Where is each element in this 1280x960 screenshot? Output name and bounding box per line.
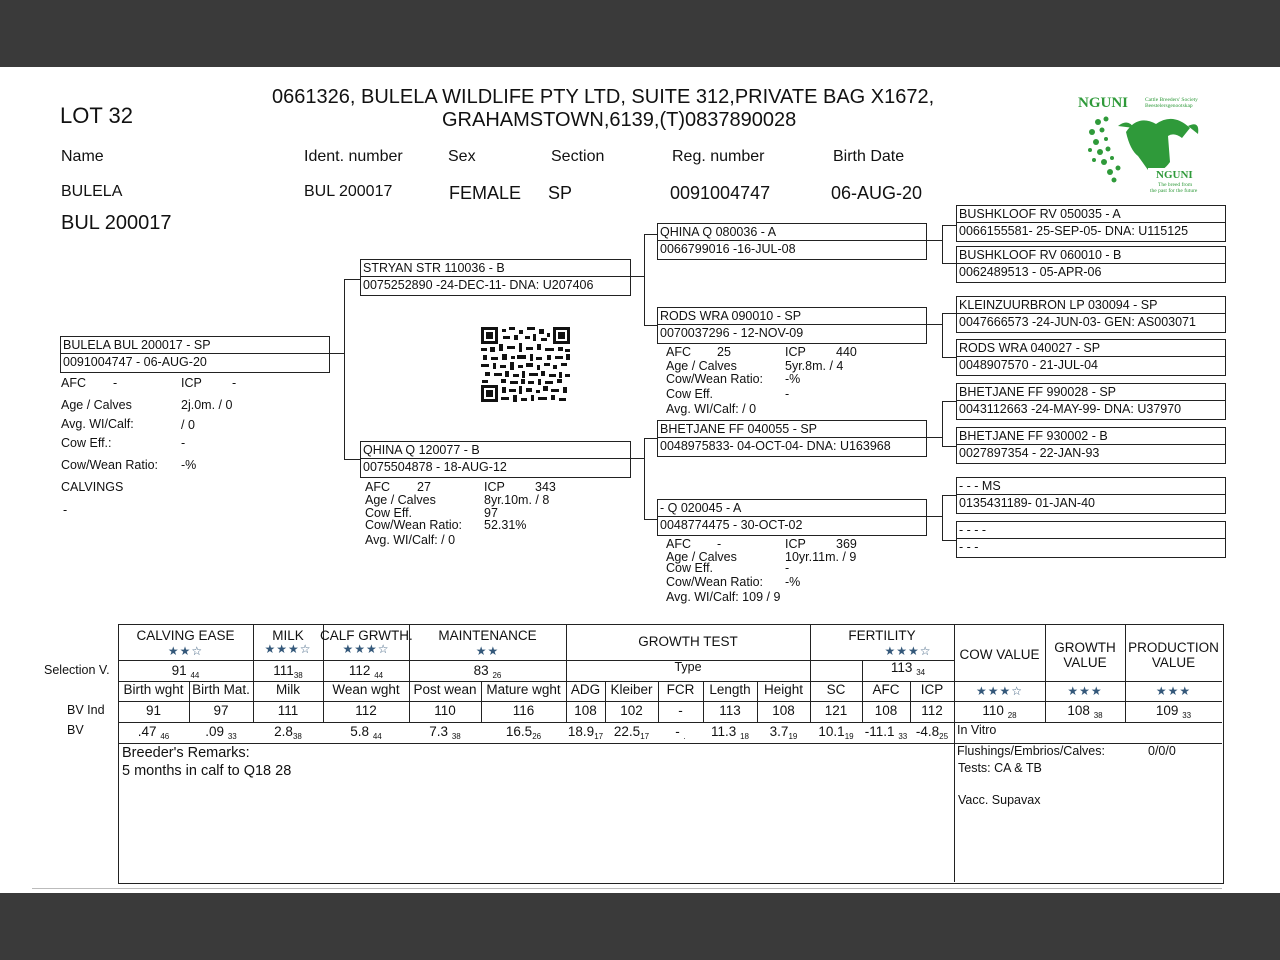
bv-adg: $18.9_{17}$	[567, 724, 604, 741]
bv-ind-icp: 112	[921, 703, 943, 718]
gg-1-reg: 0066155581- 25-SEP-05- DNA: U115125	[959, 224, 1189, 238]
gg-box-3	[956, 296, 1226, 333]
sire-sire-box	[657, 223, 927, 260]
dam-dam-afc: -	[717, 537, 722, 551]
bv-ind-label: BV Ind	[67, 703, 105, 717]
dam-sire-reg: 0048975833- 04-OCT-04- DNA: U163968	[660, 439, 891, 453]
col-afc: AFC	[872, 682, 900, 697]
sire-dam-wi: Avg. WI/Calf: / 0	[666, 402, 757, 416]
sire-dam-icp: 440	[836, 345, 857, 359]
dam-afc: 27	[417, 480, 431, 494]
flushings-value: 0/0/0	[1148, 744, 1176, 758]
group-growth-value-2: VALUE	[1063, 655, 1107, 670]
dam-dam-name: - Q 020045 - A	[660, 501, 742, 515]
dam-dam-box	[657, 499, 927, 536]
nguni-logo-graphic	[1078, 92, 1212, 197]
bv-ind-milk: 111	[277, 703, 299, 718]
sire-dam-icp-label: ICP	[785, 345, 806, 359]
dam-dam-icp-label: ICP	[785, 537, 806, 551]
group-growth-test: GROWTH TEST	[638, 634, 738, 649]
gg-box-1	[956, 205, 1226, 242]
gg-box-4	[956, 339, 1226, 376]
sire-dam-age: 5yr.8m. / 4	[785, 359, 844, 373]
dam-dam-eff-label: Cow Eff.	[666, 561, 714, 575]
group-milk: MILK	[272, 628, 304, 643]
subject-age-label: Age / Calves	[61, 398, 132, 412]
gg-box-6	[956, 427, 1226, 464]
ident-heading: Ident. number	[304, 148, 403, 165]
selection-fertility: 113 $_{34}$	[890, 660, 926, 677]
bv-ind-kleiber: 102	[620, 703, 643, 718]
group-production-value-1: PRODUCTION	[1128, 640, 1219, 655]
subject-wi-value: / 0	[181, 418, 195, 432]
sire-dam-name: RODS WRA 090010 - SP	[660, 309, 802, 323]
dam-dam-age: 10yr.11m. / 9	[785, 550, 857, 564]
logo-brand: NGUNI	[1078, 95, 1129, 111]
dam-dam-wi: Avg. WI/Calf: 109 / 9	[666, 590, 781, 604]
bv-ind-wean-weight: 112	[355, 703, 377, 718]
sex-heading: Sex	[448, 148, 476, 165]
dam-box	[360, 441, 631, 478]
dam-dam-ratio-label: Cow/Wean Ratio:	[666, 575, 764, 589]
remarks-text: 5 months in calf to Q18 28	[122, 763, 292, 779]
group-growth-value-1: GROWTH	[1054, 640, 1116, 655]
animal-sex: FEMALE	[449, 183, 522, 203]
subject-afc-label: AFC	[61, 376, 86, 390]
col-mature-weight: Mature wght	[486, 682, 561, 697]
gg-1-name: BUSHKLOOF RV 050035 - A	[959, 207, 1121, 221]
sire-dam-eff: -	[785, 387, 790, 401]
bv-ind-growth-value: 108 $_{38}$	[1067, 703, 1103, 720]
group-fertility: FERTILITY	[848, 628, 916, 643]
stars-calving-ease: ★★☆	[167, 644, 204, 658]
remarks-label: Breeder's Remarks:	[122, 745, 250, 761]
bv-ind-adg: 108	[574, 703, 597, 718]
col-birth-mat: Birth Mat.	[192, 682, 250, 697]
gg-box-5	[956, 383, 1226, 420]
page-divider	[32, 888, 1222, 889]
animal-name: BULELA	[61, 183, 123, 200]
dam-age: 8yr.10m. / 8	[484, 493, 550, 507]
col-birth-weight: Birth wght	[123, 682, 184, 697]
gg-8-name: - - - -	[959, 523, 987, 537]
col-icp: ICP	[920, 682, 944, 697]
bv-ind-production-value: 109 $_{33}$	[1155, 703, 1192, 720]
bv-birth-mat: .09 $_{33}$	[205, 724, 237, 741]
group-calving-ease: CALVING EASE	[136, 628, 235, 643]
logo-tagline-1: The breed from	[1158, 182, 1193, 188]
pedigree-page	[0, 67, 1280, 893]
tests-text: Tests: CA & TB	[958, 761, 1042, 775]
subject-eff-label: Cow Eff.:	[61, 436, 112, 450]
gg-5-reg: 0043112663 -24-MAY-99- DNA: U37970	[959, 402, 1182, 416]
group-maintenance: MAINTENANCE	[438, 628, 537, 643]
bv-post-wean: 7.3 $_{38}$	[429, 724, 461, 741]
bv-icp: $-4.8_{25}$	[915, 724, 949, 741]
gg-4-name: RODS WRA 040027 - SP	[959, 341, 1101, 355]
stars-maintenance: ★★	[475, 644, 500, 658]
bv-ind-height: 108	[772, 703, 795, 718]
col-wean-weight: Wean wght	[332, 682, 400, 697]
dam-age-label: Age / Calves	[365, 493, 436, 507]
bv-wean-weight: 5.8 $_{44}$	[350, 724, 382, 741]
gg-3-name: KLEINZUURBRON LP 030094 - SP	[959, 298, 1158, 312]
sire-dam-afc-label: AFC	[666, 345, 691, 359]
reg-heading: Reg. number	[672, 148, 765, 165]
logo-tagline-2: the past for the future	[1150, 188, 1198, 194]
sire-dam-box	[657, 307, 927, 344]
owner-line-2: GRAHAMSTOWN,6139,(T)0837890028	[442, 109, 797, 131]
dam-icp-label: ICP	[484, 480, 505, 494]
sire-reg: 0075252890 -24-DEC-11- DNA: U207406	[363, 278, 594, 292]
subject-wi-label: Avg. WI/Calf:	[61, 417, 134, 431]
logo-society-2: Beestelersgenootskap	[1145, 103, 1193, 109]
dam-dam-icp: 369	[836, 537, 857, 551]
dam-dam-ratio: -%	[785, 575, 801, 589]
sire-dam-age-label: Age / Calves	[666, 359, 737, 373]
sire-dam-afc: 25	[717, 345, 731, 359]
bv-milk: $2.8_{38}$	[274, 724, 302, 741]
subject-ratio-value: -%	[181, 458, 197, 472]
stars-milk: ★★★☆	[264, 642, 312, 656]
subject-eff-value: -	[181, 436, 186, 450]
col-length: Length	[709, 682, 751, 697]
stars-cow-value: ★★★☆	[975, 684, 1024, 698]
gg-6-name: BHETJANE FF 930002 - B	[959, 429, 1108, 443]
dam-afc-label: AFC	[365, 480, 390, 494]
col-milk: Milk	[276, 682, 300, 697]
sire-box	[360, 259, 631, 296]
bv-ind-birth-mat: 97	[213, 703, 229, 718]
vaccination-text: Vacc. Supavax	[958, 793, 1041, 807]
bv-ind-birth-weight: 91	[145, 703, 162, 718]
col-kleiber: Kleiber	[610, 682, 653, 697]
dam-dam-eff: -	[785, 561, 790, 575]
birth-heading: Birth Date	[833, 148, 905, 165]
gg-7-name: - - - MS	[959, 479, 1001, 493]
dam-dam-age-label: Age / Calves	[666, 550, 737, 564]
animal-ident-large: BUL 200017	[61, 212, 172, 234]
owner-line-1: 0661326, BULELA WILDLIFE PTY LTD, SUITE 312,PRIVATE BAG X1672,	[272, 86, 935, 108]
logo-society: Cattle Breeders' Society	[1145, 97, 1198, 103]
selection-calf-growth: 112 $_{44}$	[348, 663, 384, 680]
group-production-value-2: VALUE	[1151, 655, 1196, 670]
gg-4-reg: 0048907570 - 21-JUL-04	[959, 358, 1098, 372]
bv-birth-weight: .47 $_{46}$	[137, 724, 170, 741]
bv-ind-length: 113	[719, 703, 741, 718]
sire-name: STRYAN STR 110036 - B	[363, 261, 505, 275]
dam-name: QHINA Q 120077 - B	[363, 443, 480, 457]
dam-sire-box	[657, 420, 927, 457]
in-vitro-label: In Vitro	[957, 723, 997, 737]
subject-afc-value: -	[113, 376, 118, 390]
sire-sire-reg: 0066799016 -16-JUL-08	[660, 242, 796, 256]
bv-ind-post-wean: 110	[434, 703, 456, 718]
selection-milk: $111_{38}$	[273, 663, 303, 680]
flushings-label: Flushings/Embrios/Calves:	[957, 744, 1105, 758]
dam-eff: 97	[484, 506, 498, 520]
subject-name: BULELA BUL 200017 - SP	[63, 338, 211, 352]
subject-ratio-label: Cow/Wean Ratio:	[61, 458, 159, 472]
bv-afc: -11.1 $_{33}$	[864, 724, 908, 741]
bv-ind-afc: 108	[874, 703, 898, 718]
section-heading: Section	[551, 148, 605, 165]
selection-label: Selection V.	[44, 663, 110, 677]
gg-5-name: BHETJANE FF 990028 - SP	[959, 385, 1117, 399]
col-sc: SC	[826, 682, 846, 697]
logo-tag: NGUNI	[1156, 169, 1193, 181]
bv-label: BV	[67, 723, 84, 737]
dam-sire-name: BHETJANE FF 040055 - SP	[660, 422, 818, 436]
gg-3-reg: 0047666573 -24-JUN-03- GEN: AS003071	[959, 315, 1196, 329]
sire-dam-ratio: -%	[785, 372, 801, 386]
group-calf-growth: CALF GRWTH.	[320, 628, 413, 643]
bv-fcr: - $_.$	[675, 724, 686, 741]
dam-dam-afc-label: AFC	[666, 537, 691, 551]
dam-ratio: 52.31%	[484, 518, 527, 532]
dam-wi: Avg. WI/Calf: / 0	[365, 533, 456, 547]
gg-box-2	[956, 246, 1226, 283]
gg-6-reg: 0027897354 - 22-JAN-93	[959, 446, 1100, 460]
bv-length: 11.3 $_{18}$	[711, 724, 749, 741]
stars-growth-value: ★★★	[1067, 684, 1103, 698]
dam-icp: 343	[535, 480, 556, 494]
subject-icp-value: -	[232, 376, 237, 390]
gg-box-7	[956, 477, 1226, 514]
col-adg: ADG	[570, 682, 601, 697]
sire-dam-reg: 0070037296 - 12-NOV-09	[660, 326, 804, 340]
name-heading: Name	[61, 148, 104, 165]
lot-number: LOT 32	[60, 103, 133, 128]
bv-ind-fcr: -	[678, 703, 683, 718]
bv-ind-cow-value: 110 $_{28}$	[982, 703, 1017, 720]
stars-fertility: ★★★☆	[884, 644, 932, 658]
dam-ratio-label: Cow/Wean Ratio:	[365, 518, 463, 532]
subject-age-value: 2j.0m. / 0	[181, 398, 233, 412]
stars-calf-growth: ★★★☆	[342, 642, 390, 656]
col-post-wean: Post wean	[413, 682, 477, 697]
animal-ident: BUL 200017	[304, 183, 393, 200]
gg-2-name: BUSHKLOOF RV 060010 - B	[959, 248, 1122, 262]
gg-2-reg: 0062489513 - 05-APR-06	[959, 265, 1102, 279]
subject-icp-label: ICP	[181, 376, 202, 390]
qr-code	[481, 327, 570, 402]
group-cow-value: COW VALUE	[959, 647, 1040, 662]
bv-ind-sc: 121	[824, 703, 848, 718]
col-fcr: FCR	[666, 682, 695, 697]
gg-box-8	[956, 521, 1226, 558]
calvings-label: CALVINGS	[61, 480, 124, 494]
bv-ind-mature-weight: 116	[512, 703, 535, 718]
bv-mature-weight: $16.5_{26}$	[505, 724, 542, 741]
sire-sire-name: QHINA Q 080036 - A	[660, 225, 777, 239]
bv-kleiber: $22.5_{17}$	[613, 724, 650, 741]
selection-calving-ease: 91 $_{44}$	[171, 663, 200, 680]
selection-maintenance: 83 $_{26}$	[473, 663, 502, 680]
calvings-value: -	[63, 503, 68, 517]
selection-type: Type	[674, 660, 702, 674]
gg-7-reg: 0135431189- 01-JAN-40	[959, 496, 1095, 510]
nguni-logo	[1078, 92, 1212, 197]
animal-section: SP	[548, 183, 573, 203]
dam-eff-label: Cow Eff.	[365, 506, 413, 520]
subject-box	[60, 336, 330, 373]
bv-height: $3.7_{19}$	[769, 724, 798, 741]
dam-reg: 0075504878 - 18-AUG-12	[363, 460, 507, 474]
stars-production-value: ★★★	[1155, 684, 1192, 698]
bv-sc: $10.1_{19}$	[818, 724, 854, 741]
top-bar	[0, 0, 1280, 67]
animal-birth: 06-AUG-20	[831, 183, 923, 203]
sire-dam-ratio-label: Cow/Wean Ratio:	[666, 372, 764, 386]
dam-dam-reg: 0048774475 - 30-OCT-02	[660, 518, 803, 532]
gg-8-reg: - - -	[959, 540, 979, 554]
animal-reg: 0091004747	[670, 183, 771, 203]
subject-reg: 0091004747 - 06-AUG-20	[63, 355, 207, 369]
col-height: Height	[763, 682, 804, 697]
sire-dam-eff-label: Cow Eff.	[666, 387, 714, 401]
bottom-bar	[0, 893, 1280, 960]
